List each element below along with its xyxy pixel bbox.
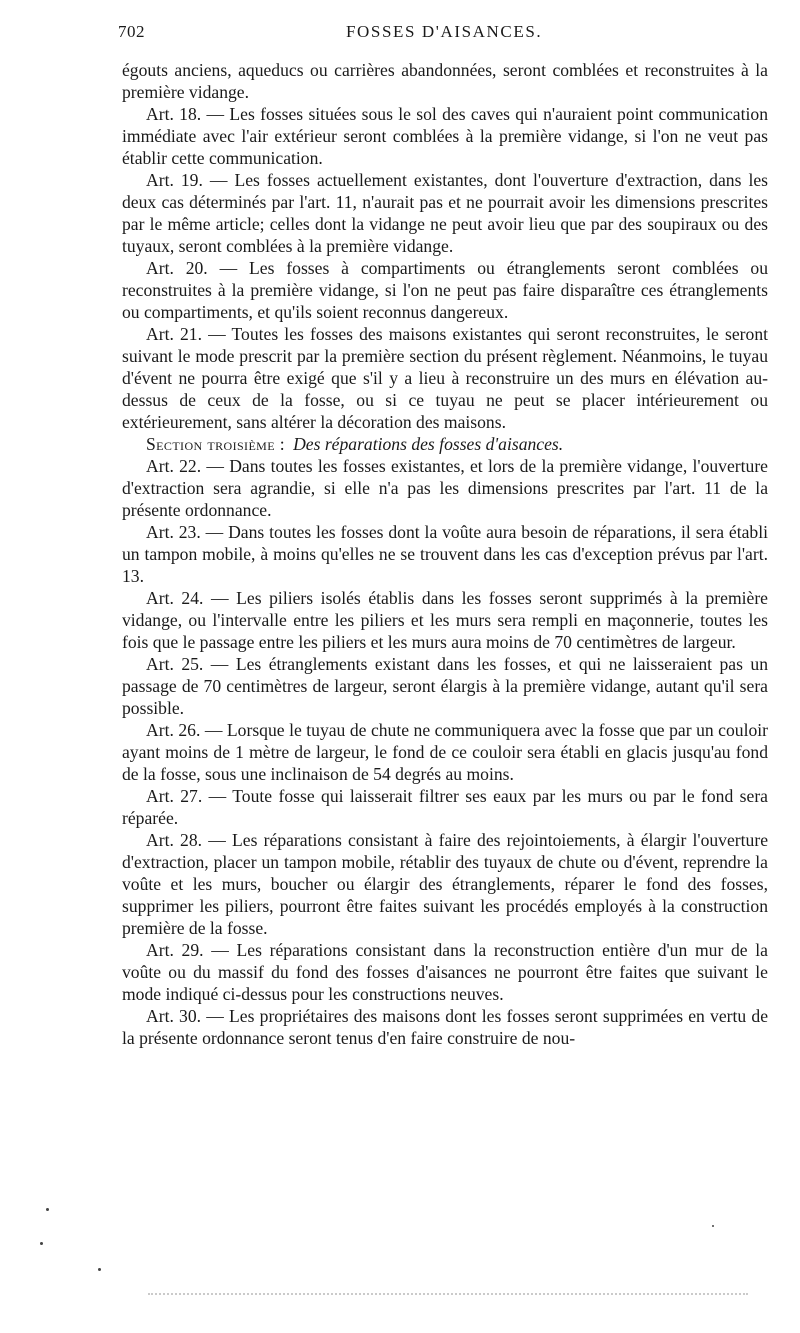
scan-speck [40, 1242, 43, 1245]
page-header [118, 22, 768, 48]
paragraph-art-29: Art. 29. — Les réparations consistant dans la reconstruction entière d'un mur de la voûte ou du massif du fond des fosses d'aisances ne pourront être faites que suivant le mode indiqué ci-dessus pour les constructions neuves. [122, 940, 768, 1004]
scan-speck [46, 1208, 49, 1211]
body-text [122, 59, 768, 1049]
paragraph-art-26: Art. 26. — Lorsque le tuyau de chute ne communiquera avec la fosse que par un couloir ayant moins de 1 mètre de largeur, le fond de ce couloir sera établi en glacis jusqu'au fond de la fosse, sous une inclinaison de 54 degrés au moins. [122, 720, 768, 784]
section-title: Des réparations des fosses d'aisances. [293, 434, 564, 454]
paragraph-art-30: Art. 30. — Les propriétaires des maisons dont les fosses seront supprimées en vertu de la présente ordonnance seront tenus d'en faire construire de nou- [122, 1006, 768, 1048]
paragraph-art-23: Art. 23. — Dans toutes les fosses dont la voûte aura besoin de réparations, il sera établi un tampon mobile, à moins qu'elles ne se trouvent dans les cas d'exception prévus par l'art. 13. [122, 522, 768, 586]
paragraph-art-19: Art. 19. — Les fosses actuellement existantes, dont l'ouverture d'extraction, dans les deux cas déterminés par l'art. 11, n'aurait pas et ne pourrait avoir les dimensions prescrites par le même article; celles dont la vidange ne peut avoir lieu que par des soupiraux ou des tuyaux, seront comblées à la première vidange. [122, 170, 768, 256]
paragraph-art-21: Art. 21. — Toutes les fosses des maisons existantes qui seront reconstruites, le seront suivant le mode prescrit par la première section du présent règlement. Néanmoins, le tuyau d'évent ne pourra être exigé que s'il y a lieu à reconstruire un des murs en élévation au-dessus de ceux de la fosse, ou si ce tuyau ne peut se placer intérieurement ou extérieurement, sans altérer la décoration des maisons. [122, 324, 768, 432]
page-number: 702 [118, 22, 145, 41]
paragraph-art-22: Art. 22. — Dans toutes les fosses existantes, et lors de la première vidange, l'ouverture d'extraction sera agrandie, si elle n'a pas les dimensions prescrites par l'art. 11 de la présente ordonnance. [122, 456, 768, 520]
section-heading [122, 433, 768, 455]
section-label: Section troisième : [146, 434, 286, 454]
paragraph-art-25: Art. 25. — Les étranglements existant dans les fosses, et qui ne laisseraient pas un passage de 70 centimètres de largeur, seront élargis à la première vidange, autant qu'il sera possible. [122, 654, 768, 718]
bleed-through-line [148, 1293, 748, 1303]
paragraph-art-27: Art. 27. — Toute fosse qui laisserait filtrer ses eaux par les murs ou par le fond sera réparée. [122, 786, 768, 828]
paragraph-continuation: égouts anciens, aqueducs ou carrières abandonnées, seront comblées et reconstruites à la première vidange. [122, 60, 768, 102]
running-title: FOSSES D'AISANCES. [346, 22, 543, 41]
paragraph-art-24: Art. 24. — Les piliers isolés établis dans les fosses seront supprimés à la première vidange, ou l'intervalle entre les piliers et les murs sera rempli en maçonnerie, toutes les fois que le passage entre les piliers et les murs aura moins de 70 centimètres de largeur. [122, 588, 768, 652]
scan-speck [712, 1225, 714, 1227]
scan-speck [98, 1268, 101, 1271]
paragraph-art-18: Art. 18. — Les fosses situées sous le sol des caves qui n'auraient point communication immédiate avec l'air extérieur seront comblées à la première vidange, si l'on ne veut pas établir cette communication. [122, 104, 768, 168]
paragraph-art-28: Art. 28. — Les réparations consistant à faire des rejointoiements, à élargir l'ouverture d'extraction, placer un tampon mobile, rétablir des tuyaux de chute ou d'évent, reprendre la voûte et les murs, boucher ou élargir des étranglements, réparer le fond des fosses, supprimer les piliers, pourront être faites suivant les procédés employés à la construction première de la fosse. [122, 830, 768, 938]
paragraph-art-20: Art. 20. — Les fosses à compartiments ou étranglements seront comblées ou reconstruites à la première vidange, si l'on ne peut pas faire disparaître ces étranglements ou compartiments, et qu'ils soient reconnus dangereux. [122, 258, 768, 322]
